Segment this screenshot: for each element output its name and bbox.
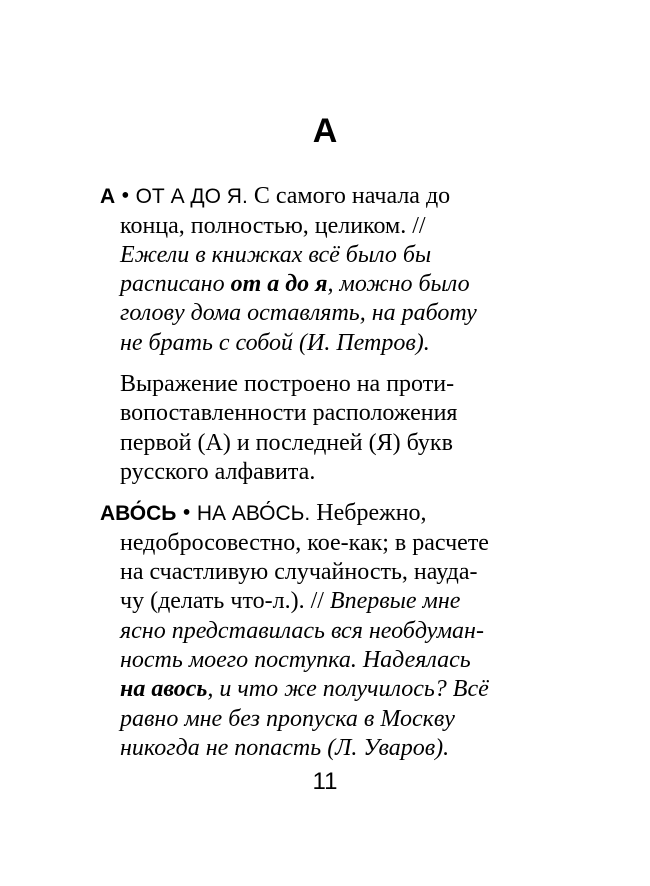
etymology-note: первой (А) и последней (Я) букв [120,430,453,456]
entry-line-1 [100,181,450,212]
quote-text: Впервые мне [329,588,461,614]
definition-quote-line [120,586,460,616]
etymology-note: вопоставленности расположения [120,400,458,426]
bullet: • [121,183,130,209]
quote-line [120,674,489,704]
quote-text: равно мне без пропуска в Москву [120,706,455,732]
quote-line [120,269,470,299]
bullet: • [182,500,191,526]
definition-text: С самого начала до [253,183,451,209]
quote-text: , и что же получилось? Всё [207,676,489,702]
idiom: НА АВО́СЬ. [196,502,311,525]
definition-text: недобросовестно, кое-как; в расчете [120,530,489,556]
quote-text: ясно представилась вся необдуман- [120,618,484,644]
quote-text: голову дома оставлять, на работу [120,300,477,326]
quote-idiom: на авось [120,676,208,702]
definition-text: конца, полностью, целиком. // [120,213,426,239]
quote-text: , можно было [327,271,470,297]
definition-text: Небрежно, [316,500,427,526]
quote-text: не брать с собой (И. Петров). [120,330,430,356]
section-heading: А [312,112,338,150]
quote-text: никогда не попасть (Л. Уваров). [120,735,450,761]
definition-text: чу (делать что-л.). // [120,588,324,614]
quote-text: расписано [120,271,231,297]
etymology-note: русского алфавита. [120,459,316,485]
quote-text: ность моего поступка. Надеялась [120,647,471,673]
definition-text: на счастливую случайность, науда- [120,559,478,585]
quote-text: Ежели в книжках всё было бы [120,242,432,268]
headword: А [100,185,116,208]
headword: АВО́СЬ [100,502,177,525]
entry-line-1 [100,498,427,529]
page-number: 11 [312,768,338,795]
quote-idiom: от а до я [230,271,328,297]
idiom: ОТ А ДО Я. [135,185,248,208]
etymology-note: Выражение построено на проти- [120,371,455,397]
